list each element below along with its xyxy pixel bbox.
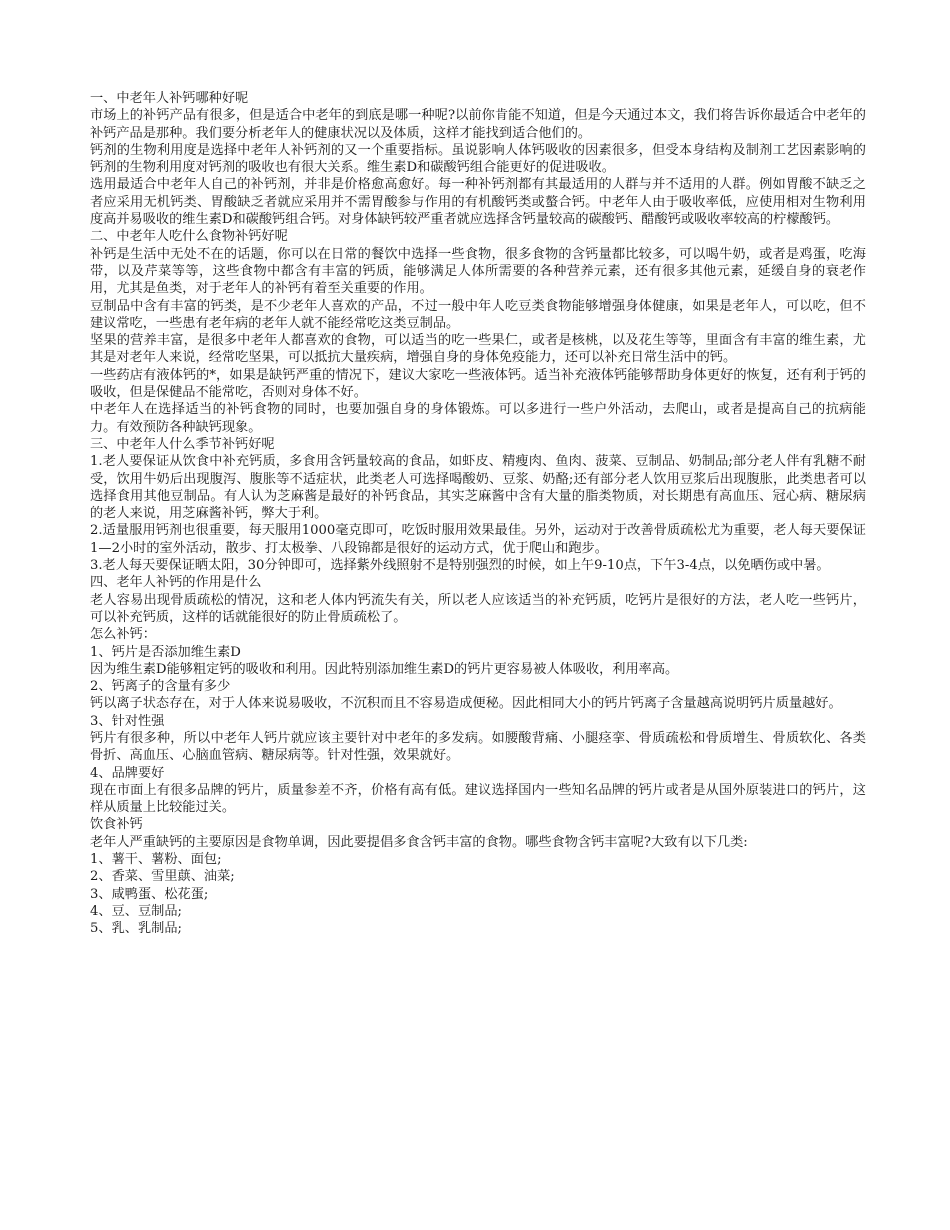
paragraph: 因为维生素D能够粗定钙的吸收和利用。因此特别添加维生素D的钙片更容易被人体吸收，利用率高。 [90, 661, 679, 677]
section-heading: 二、中老年人吃什么食物补钙好呢 [90, 229, 288, 245]
paragraph: 老年人严重缺钙的主要原因是食物单调，因此要提倡多食含钙丰富的食物。哪些食物含钙丰富呢?大致有以下几类: [90, 834, 748, 850]
list-item: 1、薯干、薯粉、面包; [90, 852, 222, 868]
paragraph: 钙以离子状态存在，对于人体来说易吸收，不沉积而且不容易造成便秘。因此相同大小的钙片钙离子含量越高说明钙片质量越好。 [90, 696, 842, 712]
paragraph: 选用最适合中老年人自己的补钙剂，并非是价格愈高愈好。每一种补钙剂都有其最适用的人群与并不适用的人群。例如胃酸不缺乏之者应采用无机钙类、胃酸缺乏者就应采用并不需胃酸参与作用的有机酸钙类或螯合钙。中老年人由于吸收率低，应使用相对生物利用度高并易吸收的维生素D和碳酸钙组合钙。对身体缺钙较严重者就应选择含钙量较高的碳酸钙、醋酸钙或吸收率较高的柠檬酸钙。 [90, 177, 866, 228]
list-heading: 1、钙片是否添加维生素D [90, 644, 241, 660]
paragraph: 市场上的补钙产品有很多，但是适合中老年的到底是哪一种呢?以前你肯能不知道，但是今天通过本文，我们将告诉你最适合中老年的补钙产品是那种。我们要分析老年人的健康状况以及体质，这样才能找到适合他们的。 [90, 108, 866, 141]
list-item: 5、乳、乳制品; [90, 921, 182, 937]
paragraph: 一些药店有液体钙的*，如果是缺钙严重的情况下，建议大家吃一些液体钙。适当补充液体钙能够帮助身体更好的恢复，还有利于钙的吸收，但是保健品不能常吃，否则对身体不好。 [90, 367, 866, 401]
paragraph: 2.适量服用钙剂也很重要，每天服用1000毫克即可，吃饭时服用效果最佳。另外，运动对于改善骨质疏松尤为重要，老人每天要保证1—2小时的室外活动，散步、打太极拳、八段锦都是很好的运动方式，优于爬山和跑步。 [90, 523, 866, 556]
section-heading: 四、老年人补钙的作用是什么 [90, 575, 262, 591]
paragraph: 补钙是生活中无处不在的话题，你可以在日常的餐饮中选择一些食物，很多食物的含钙量都比较多，可以喝牛奶，或者是鸡蛋，吃海带，以及芹菜等等，这些食物中都含有丰富的钙质，能够满足人体所需要的各种营养元素，还有很多其他元素，延缓自身的衰老作用，尤其是鱼类，对于老年人的补钙有着至关重要的作用。 [90, 246, 866, 297]
paragraph: 豆制品中含有丰富的钙类，是不少老年人喜欢的产品，不过一般中年人吃豆类食物能够增强身体健康，如果是老年人，可以吃，但不建议常吃，一些患有老年病的老年人就不能经常吃这类豆制品。 [90, 298, 866, 331]
paragraph: 3.老人每天要保证晒太阳，30分钟即可，选择紫外线照射不是特别强烈的时候，如上午9-10点，下午3-4点，以免晒伤或中暑。 [90, 558, 830, 574]
section-heading: 一、中老年人补钙哪种好呢 [90, 91, 249, 106]
paragraph: 老人容易出现骨质疏松的情况，这和老人体内钙流失有关，所以老人应该适当的补充钙质，吃钙片是很好的方法，老人吃一些钙片，可以补充钙质，这样的话就能很好的防止骨质疏松了。 [90, 592, 866, 625]
paragraph: 1.老人要保证从饮食中补充钙质，多食用含钙量较高的食品，如虾皮、精瘦肉、鱼肉、菠菜、豆制品、奶制品;部分老人伴有乳糖不耐受，饮用牛奶后出现腹泻、腹胀等不适症状，此类老人可选择喝酸奶、豆浆、奶酪;还有部分老人饮用豆浆后出现腹胀，此类患者可以选择食用其他豆制品。有人认为芝麻酱是最好的补钙食品，其实芝麻酱中含有大量的脂类物质，对长期患有高血压、冠心病、糖尿病的老人来说，用芝麻酱补钙，弊大于利。 [90, 454, 866, 522]
list-heading: 4、品牌要好 [90, 765, 165, 781]
paragraph: 钙片有很多种，所以中老年人钙片就应该主要针对中老年的多发病。如腰酸背痛、小腿痉挛、骨质疏松和骨质增生、骨质软化、各类骨折、高血压、心脑血管病、糖尿病等。针对性强，效果就好。 [90, 730, 866, 764]
section-heading: 三、中老年人什么季节补钙好呢 [90, 436, 275, 452]
document-body [90, 90, 866, 938]
list-item: 3、咸鸭蛋、松花蛋; [90, 886, 209, 902]
list-heading: 2、钙离子的含量有多少 [90, 679, 231, 695]
list-heading: 3、针对性强 [90, 713, 165, 729]
list-item: 4、豆、豆制品; [90, 903, 182, 919]
list-item: 2、香菜、雪里蕻、油菜; [90, 869, 235, 885]
paragraph: 坚果的营养丰富，是很多中老年人都喜欢的食物，可以适当的吃一些果仁，或者是核桃，以及花生等等，里面含有丰富的维生素，尤其是对老年人来说，经常吃坚果，可以抵抗大量疾病，增强自身的身体免疫能力，还可以补充日常生活中的钙。 [90, 333, 866, 366]
sub-heading: 怎么补钙： [90, 627, 156, 643]
paragraph: 钙剂的生物利用度是选择中老年人补钙剂的又一个重要指标。虽说影响人体钙吸收的因素很多，但受本身结构及制剂工艺因素影响的钙剂的生物利用度对钙剂的吸收也有很大关系。维生素D和碳酸钙组合能更好的促进吸收。 [90, 142, 866, 176]
paragraph: 现在市面上有很多品牌的钙片，质量参差不齐，价格有高有低。建议选择国内一些知名品牌的钙片或者是从国外原装进口的钙片，这样从质量上比较能过关。 [90, 782, 866, 816]
sub-heading: 饮食补钙 [90, 817, 143, 833]
paragraph: 中老年人在选择适当的补钙食物的同时，也要加强自身的身体锻炼。可以多进行一些户外活动，去爬山，或者是提高自己的抗病能力。有效预防各种缺钙现象。 [90, 402, 866, 435]
